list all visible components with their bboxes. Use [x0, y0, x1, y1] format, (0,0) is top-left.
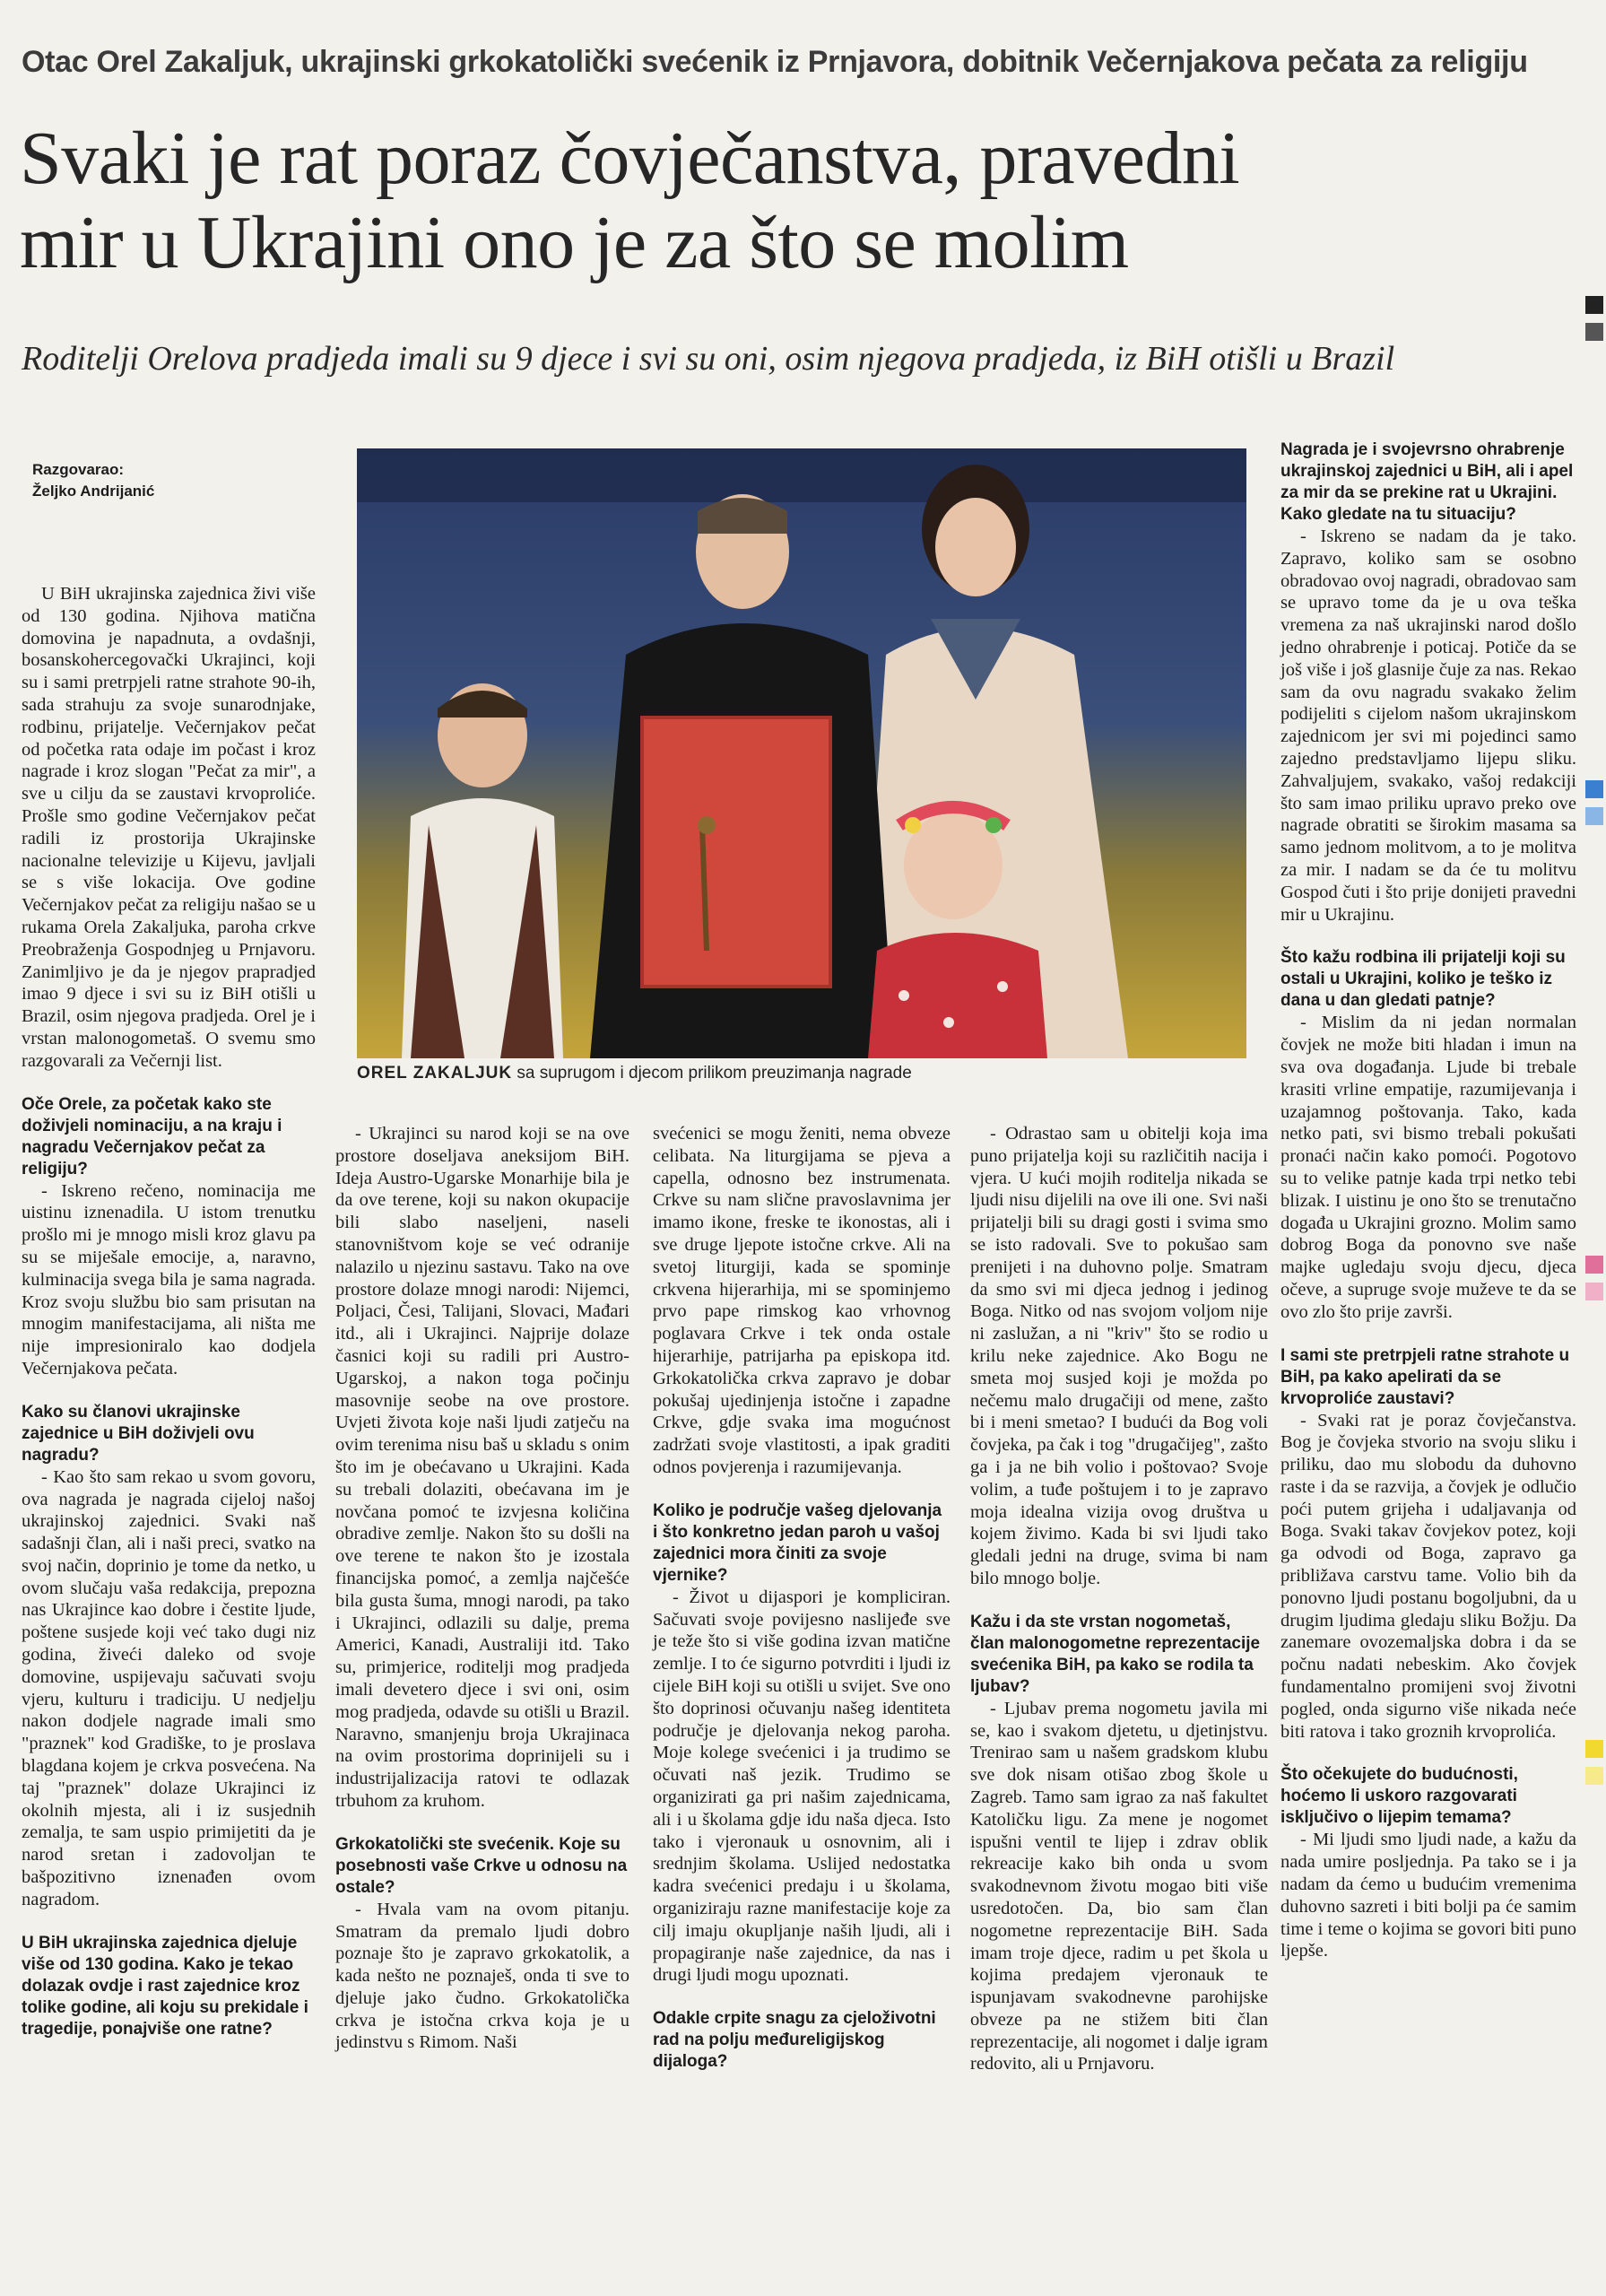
- col3-answer-1: svećenici se mogu ženiti, nema obveze celibata. Na liturgijama se pjeva a capella, odnosno bez instrumenata. Crkve su nam slične pravoslavnima jer imamo ikone, freske te ikonostas, ali i sve druge ljepote istočne crkve. Ali na svetoj liturgiji, kada se spominje crkvena hijerarhija, mi se spominjemo prvo pape rimskog kao vrhovnog poglavara Crkve i tek onda ostale hijerarhije, patrijarha pa episkopa itd. Grkokatolička crkva zapravo je dobar pokušaj ujedinjenja istočne i zapadne Crkve, gdje svaka ima mogućnost zadržati svoje vlastitosti, a ipak graditi odnos povjerenja i razumijevanja.: [653, 1124, 951, 1477]
- col3-answer-2: - Život u dijaspori je kompliciran. Sačuvati svoje povijesno naslijeđe sve je teže što si više godina izvan matične zemlje. I to će sigurno potvrditi i ljudi iz cijele BiH koji su otišli u svijet. Sve ono što doprinosi očuvanju našeg identiteta područje je djelovanja nekog paroha. Moje kolege svećenici i ja trudimo se očuvati naš jezik. Trudimo se organizirati ga pri našim zajednicama, ali i u školama gdje idu naša djeca. Isto tako i vjeronauk u osnovnim, ali i srednjim školama. Uslijed nedostatka kadra svećenici predaju i u školama, organiziraju razne manifestacije koje za cilj imaju okupljanje naših ljudi, ali i propagiranje naše zajednice, da nas i drugi ljudi mogu upoznati.: [653, 1587, 951, 1986]
- col5-answer-2: - Mislim da ni jedan normalan čovjek ne može biti hladan i imun na sva ova događanja. Ljude bi trebale krasiti vrline empatije, razumijevanja i uzajamnog poštovanja. Tako, kada netko pati, svi bismo trebali pokušati pronaći način kako pomoći. Pogotovo su to velike patnje kada trpi netko tebi blizak. I uistinu je ono što se trenutačno događa u Ukrajini grozno. Molim samo dobrog Boga da ponovno sve naše majke ugledaju svoju djecu, djeca očeve, a supruge svoje muževe te da se ovo zlo što prije završi.: [1280, 1013, 1576, 1322]
- byline-author: Željko Andrijanić: [32, 483, 155, 500]
- edge-marker-yellow-2: [1585, 1767, 1603, 1785]
- edge-marker-yellow: [1585, 1740, 1603, 1758]
- col1-intro: U BiH ukrajinska zajednica živi više od 130 godina. Njihova matična domovina je napadnuta, a ovdašnji, bosanskohercegovački Ukrajinci, koji su i sami pretrpjeli ratne strahote 90-ih, sada strahuju za svoje sunarodnjake, rodbinu, prijatelje. Večernjakov pečat od početka rata odaje im počast i kroz nagrade i kroz slogan "Pečat za mir", a sve u cilju da se zaustavi krvoproliće. Prošle smo godine Večernjakov pečat radili iz prostorija Ukrajinske nacionalne televizije u Kijevu, javljali se s više lokacija. Ove godine Večernjakov pečat za religiju našao se u rukama Orela Zakaljuka, paroha crkve Preobraženja Gospodnjeg u Prnjavoru. Zanimljivo je da je njegov prapradjed imao 9 djece i svi su iz BiH otišli u Brazil, osim njegova pradjeda. Orel je i vrstan malonogometaš. O svemu smo razgovarali za Večernji list.: [22, 584, 316, 1071]
- col5-question-2: Što kažu rodbina ili prijatelji koji su ostali u Ukrajini, koliko je teško iz dana u dan gledati patnje?: [1280, 948, 1566, 1011]
- headline-line-2: mir u Ukrajini ono je za što se molim: [20, 201, 1129, 284]
- edge-marker-blue-2: [1585, 807, 1603, 825]
- col1-answer-1: - Iskreno rečeno, nominacija me uistinu iznenadila. U istom trenutku prošlo mi je mnogo misli kroz glavu pa su se miješale emocije, a, naravno, kulminacija svega bila je sama nagrada. Kroz svoju službu bio sam prisutan na mnogim manifestacijama, ali ništa me nije impresioniralo kao dodjela Večernjakova pečata.: [22, 1180, 316, 1378]
- edge-marker-pink-2: [1585, 1283, 1603, 1300]
- col4-answer-1: - Odrastao sam u obitelji koja ima puno prijatelja koji su različitih nacija i vjera. U kući mojih roditelja nikada se ljudi nisu dijelili na ove ili one. Svi naši prijatelji bili su dragi gosti i svima smo se isto radovali. Sve to pokušao sam prenijeti i na duhovno polje. Smatram da smo svi mi djeca jednog i jedinog Boga. Nitko od nas svojom voljom nije ni zaslužan, a ni "kriv" što se rodio u krilu neke zajednice. Ako Bogu ne smeta moj susjed koji je možda po nečemu malo drugačiji od mene, zašto bi i meni smetao? I budući da Bog voli čovjeka, pa čak i tog "drugačijeg", zašto ga i ja ne bih volio i poštovao? Svoje volim, a tuđe poštujem i to je zapravo moja idealna vizija ovog društva u kojem živimo. Kada bi svi ljudi tako gledali jedni na druge, svima bi nam bilo mnogo bolje.: [970, 1124, 1268, 1588]
- col1-question-3: U BiH ukrajinska zajednica djeluje više od 130 godina. Kako je tekao dolazak ovdje i rast zajednice kroz tolike godine, ali koju su prekidale i tragedije, ponajviše one ratne?: [22, 1933, 308, 2039]
- col5-question-1: Nagrada je i svojevrsno ohrabrenje ukrajinskoj zajednici u BiH, ali i apel za mir da se prekine rat u Ukrajini. Kako gledate na tu situaciju?: [1280, 440, 1574, 524]
- byline: [32, 459, 319, 502]
- col4-question-1: Kažu i da ste vrstan nogometaš, član malonogometne reprezentacije svećenika BiH, pa kako se rodila ta ljubav?: [970, 1612, 1261, 1696]
- col5-question-3: I sami ste pretrpjeli ratne strahote u BiH, pa kako apelirati da se krvoproliće zaustavi?: [1280, 1345, 1570, 1408]
- kicker: Otac Orel Zakaljuk, ukrajinski grkokatolički svećenik iz Prnjavora, dobitnik Večernjakova pečata za religiju: [22, 45, 1528, 79]
- edge-marker-blue: [1585, 780, 1603, 798]
- col1-answer-2: - Kao što sam rekao u svom govoru, ova nagrada je nagrada cijeloj našoj ukrajinskoj zajednici. Svaki naš sadašnji član, ali i naši preci, svatko na svoj način, doprinio je tome da netko, u ovom slučaju vaša redakcija, prepozna nas Ukrajince kao dobre i čestite ljude, poštene susjede koji već tako dugi niz godina, živeći daleko od svoje domovine, uspijevaju sačuvati svoju vjeru, kulturu i tradiciju. U nedjelju nakon dodjele nagrade imali smo "praznek" kod Gradiške, to je proslava blagdana kojem je crkva posvećena. Na taj "praznek" dolaze Ukrajinci iz okolnih mjesta, ali i iz susjednih zemalja, te sam uspio primijetiti da je narod sretan i zadovoljan te bašpozitivno iznenađen ovom nagradom.: [22, 1466, 316, 1909]
- caption-text: sa suprugom i djecom prilikom preuzimanja nagrade: [512, 1064, 912, 1083]
- family-photo-icon: [357, 448, 1246, 1058]
- col5-question-4: Što očekujete do budućnosti, hoćemo li uskoro razgovarati isključivo o lijepim temama?: [1280, 1765, 1518, 1828]
- col1-question-2: Kako su članovi ukrajinske zajednice u BiH doživjeli ovu nagradu?: [22, 1402, 255, 1465]
- family-photo: [357, 448, 1246, 1058]
- col5-answer-4: - Mi ljudi smo ljudi nade, a kažu da nada umire posljednja. Pa tako se i ja nadam da ćemo u budućim vremenima duhovno sazreti i biti bolji pa će samim time i teme o kojima se govori biti puno ljepše.: [1280, 1830, 1576, 1961]
- col2-answer-1: - Ukrajinci su narod koji se na ove prostore doseljava aneksijom BiH. Ideja Austro-Ugarske Monarhije bila je da ove terene, koji su nakon okupacije bili slabo naseljeni, naseli stanovništvom koje se već odranije nalazilo u njezinu sastavu. Tako na ove prostore dolaze mnogi narodi: Nijemci, Poljaci, Česi, Talijani, Slovaci, Mađari itd., ali i Ukrajinci. Najprije dolaze časnici koji su radili pri Austro-Ugarskoj, a nakon toga počinju masovnije seobe na ove prostore. Uvjeti života koje naši ljudi zatječu na ovim terenima nisu baš u skladu s onim što im je obećavano u Ukrajini. Kada su trebali dolaziti, obećavana im je novčana pomoć te izvjesna količina obradive zemlje. Nakon što su došli na ove terene te nakon što je izostala financijska pomoć, a zemlja najčešće bila gusta šuma, mnogi narodi, pa tako i Ukrajinci, odlazili su dalje, prema Americi, Kanadi, Australiji itd. Tako su, primjerice, roditelji mog pradjeda imali devetero djece i svi oni, osim mog pradjeda, odavde su otišli u Brazil. Naravno, smanjenju broja Ukrajinaca na ovim prostorima doprinijeli su i industrijalizacija ratovi te odlazak trbuhom za kruhom.: [335, 1124, 629, 1811]
- col3-question-2: Odakle crpite snagu za cjeloživotni rad na polju međureligijskog dijaloga?: [653, 2009, 936, 2072]
- edge-marker-dark-2: [1585, 323, 1603, 341]
- col3-question-1: Koliko je područje vašeg djelovanja i što konkretno jedan paroh u vašoj zajednici mora činiti za svoje vjernike?: [653, 1500, 942, 1585]
- edge-marker-pink: [1585, 1256, 1603, 1274]
- column-1: [22, 583, 316, 2040]
- byline-label: Razgovarao:: [32, 461, 125, 478]
- col5-answer-3: - Svaki rat je poraz čovječanstva. Bog je čovjeka stvorio na svoju sliku i priliku, dao mu slobodu da duhovno raste i da se razvija, a čovjek je odlučio poći putem grijeha i udaljavanja od Boga. Svaki takav čovjekov potez, koji ga odvodi od Boga, zapravo ga približava carstvu tame. Volio bih da ponovno ljudi postanu bogoljubni, da u drugim ljudima gledaju sliku Božju. Da zanemare ovozemaljska dobra i da se počnu nadati nebeskim. Ako čovjek fundamentalno promijeni svoj životni pogled, onda sigurno više nikada neće biti ratova i tako groznih krvoprolića.: [1280, 1410, 1576, 1742]
- edge-marker-dark: [1585, 296, 1603, 314]
- column-4: [970, 1123, 1268, 2075]
- column-5: [1280, 439, 1576, 1962]
- photo-caption: [357, 1064, 1246, 1083]
- col2-question-1: Grkokatolički ste svećenik. Koje su posebnosti vaše Crkve u odnosu na ostale?: [335, 1834, 628, 1897]
- col4-answer-2: - Ljubav prema nogometu javila mi se, kao i svakom djetetu, u djetinjstvu. Trenirao sam u našem gradskom klubu sve dok nisam otišao zbog škole u Zagreb. Tamo sam igrao za naš fakultet Katoličku ligu. Za mene je nogomet ispušni ventil te lijep i zdrav oblik rekreacije kako bih onda u svom svakodnevnom životu mogao biti više usredotočen. Da, bio sam član nogometne reprezentacije BiH. Sada imam troje djece, radim u pet škola u kojima predajem vjeronauk te ispunjavam svakodnevne parohijske obveze pa ne stižem biti član reprezentacije, ali nogomet i dalje igram redovito, ali u Prnjavoru.: [970, 1698, 1268, 2074]
- column-2: [335, 1123, 629, 2054]
- col5-answer-1: - Iskreno se nadam da je tako. Zapravo, koliko sam se osobno obradovao ovoj nagradi, obradovao sam se upravo tome da je u ova teška vremena za naš ukrajinski narod došlo jedno ohrabrenje i poticaj. Potiče da se još više i još glasnije čuje za nas. Rekao sam da ovu nagradu svakako želim podijeliti s cijelom našom ukrajinskom zajednicom jer svi mi pojedinci samo zajedno predstavljamo lijepu sliku. Zahvaljujem, svakako, vašoj redakciji što sam imao priliku upravo preko ove nagrade obratiti se širokim masama sa samo jednom molitvom, a to je molitva za mir. I nadam se da će tu molitvu Gospod čuti i što prije donijeti pravedni mir u Ukrajinu.: [1280, 526, 1576, 925]
- col1-question-1: Oče Orele, za početak kako ste doživjeli nominaciju, a na kraju i nagradu Večernjakov pečat za religiju?: [22, 1094, 282, 1178]
- subhead: Roditelji Orelova pradjeda imali su 9 djece i svi su oni, osim njegova pradjeda, iz BiH otišli u Brazil: [22, 340, 1395, 378]
- caption-name: OREL ZAKALJUK: [357, 1064, 513, 1083]
- headline: [20, 117, 1544, 285]
- headline-line-1: Svaki je rat poraz čovječanstva, pravedni: [20, 117, 1240, 200]
- column-3: [653, 1123, 951, 2073]
- col2-answer-2: - Hvala vam na ovom pitanju. Smatram da premalo ljudi dobro poznaje što je zapravo grkokatolik, a kada nešto ne poznaješ, onda ti sve to djeluje jako čudno. Grkokatolička crkva je istočna crkva koja je u jedinstvu s Rimom. Naši: [335, 1899, 629, 2053]
